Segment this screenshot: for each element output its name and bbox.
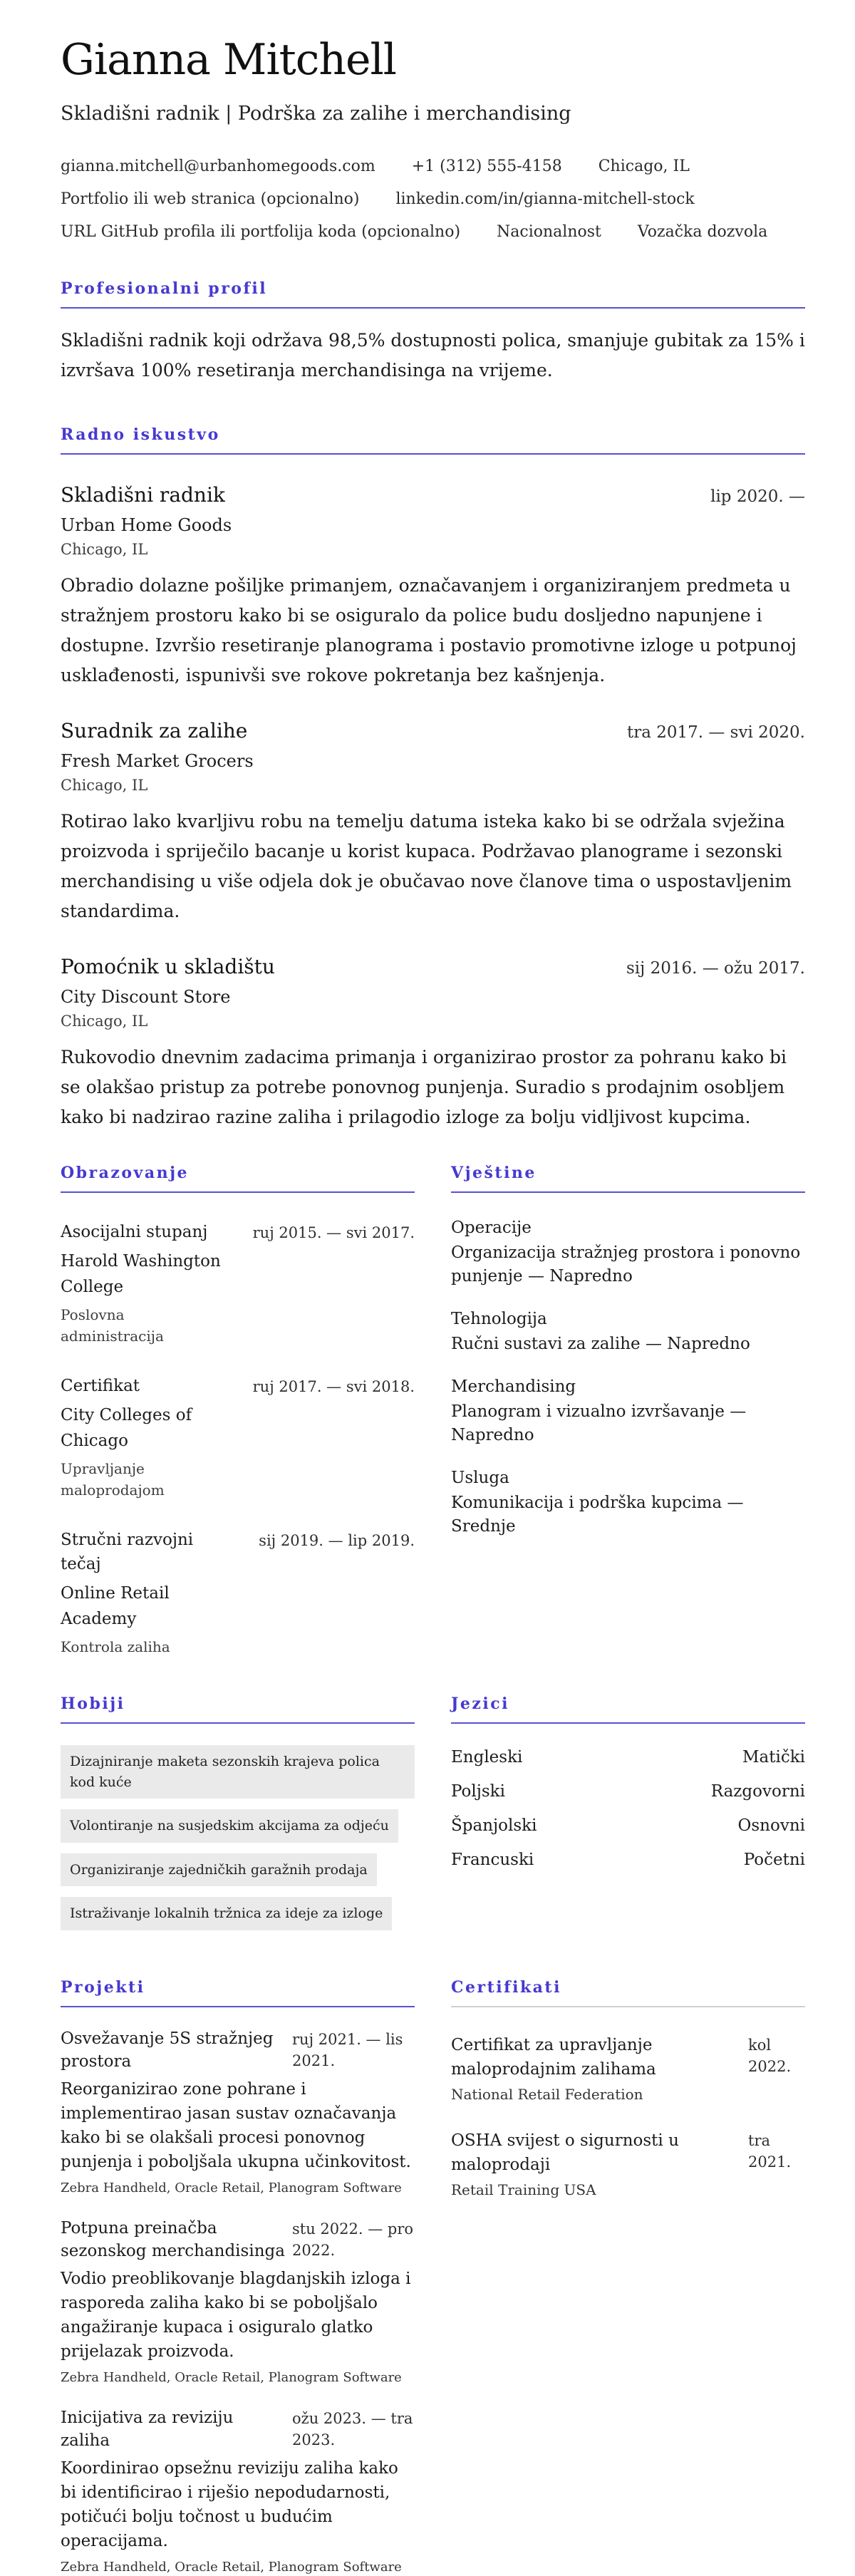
resume-header xyxy=(61,35,805,241)
certificate-issuer: National Retail Federation xyxy=(451,2085,643,2103)
contact-row-3 xyxy=(61,223,805,241)
experience-heading: Radno iskustvo xyxy=(61,425,805,455)
certificate-title: OSHA svijest o sigurnosti u maloprodaji xyxy=(451,2131,679,2174)
certificate-item xyxy=(451,2128,805,2198)
project-technologies: Zebra Handheld, Oracle Retail, Planogram Software xyxy=(61,2369,402,2385)
job-title: Pomoćnik u skladištu xyxy=(61,955,275,978)
language-level: Razgovorni xyxy=(710,1782,805,1801)
skill-category: Usluga xyxy=(451,1469,509,1487)
contact-portfolio: Portfolio ili web stranica (opcionalno) xyxy=(61,190,360,208)
contact-linkedin: linkedin.com/in/gianna-mitchell-stock xyxy=(395,190,695,208)
skill-group xyxy=(451,1469,805,1538)
skill-group xyxy=(451,1310,805,1356)
contact-phone: +1 (312) 555-4158 xyxy=(411,157,562,175)
project-title: Potpuna preinačba sezonskog merchandisinga xyxy=(61,2218,285,2260)
skill-category: Operacije xyxy=(451,1219,532,1237)
section-certificates xyxy=(451,1978,805,2576)
project-description: Koordinirao opsežnu reviziju zaliha kako bi identificirao i riješio nepodudarnosti, potičući bolju točnost u budućim operacijama. xyxy=(61,2458,398,2550)
education-item xyxy=(61,1528,415,1657)
project-title: Osvežavanje 5S stražnjeg prostora xyxy=(61,2029,274,2071)
contact-row-1 xyxy=(61,157,805,175)
project-item xyxy=(61,2406,415,2576)
section-languages xyxy=(451,1695,805,1941)
languages-heading: Jezici xyxy=(451,1695,805,1724)
education-degree: Certifikat xyxy=(61,1377,140,1395)
project-description: Reorganizirao zone pohrane i implementirao jasan sustav označavanja kako bi se olakšali procesi ponovnog punjenja i poboljšala ukupna učinkovitost. xyxy=(61,2079,411,2171)
education-heading: Obrazovanje xyxy=(61,1164,415,1193)
certificate-head xyxy=(451,2128,805,2177)
project-technologies: Zebra Handheld, Oracle Retail, Planogram Software xyxy=(61,2180,402,2195)
language-name: Engleski xyxy=(451,1748,523,1767)
project-date: ruj 2021. — lis 2021. xyxy=(292,2030,403,2069)
project-item xyxy=(61,2027,415,2197)
skill-category: Merchandising xyxy=(451,1377,576,1396)
education-item xyxy=(61,1220,415,1347)
hobby-tag: Istraživanje lokalnih tržnica za ideje za izloge xyxy=(61,1897,392,1930)
skill-group xyxy=(451,1219,805,1288)
education-degree: Stručni razvojni tečaj xyxy=(61,1531,194,1573)
project-date: stu 2022. — pro 2022. xyxy=(292,2220,414,2259)
language-level: Osnovni xyxy=(737,1816,805,1835)
certificate-head xyxy=(451,2033,805,2081)
hobby-tags xyxy=(61,1745,415,1930)
certificate-date: kol 2022. xyxy=(748,2036,792,2075)
job-company: City Discount Store xyxy=(61,987,231,1007)
skills-heading: Vještine xyxy=(451,1164,805,1193)
language-row xyxy=(451,1851,805,1869)
education-school: City Colleges of Chicago xyxy=(61,1406,192,1450)
education-field: Upravljanje maloprodajom xyxy=(61,1460,165,1499)
project-head xyxy=(61,2217,415,2262)
certificate-title: Certifikat za upravljanje maloprodajnim zalihama xyxy=(451,2035,656,2079)
job-company: Fresh Market Grocers xyxy=(61,751,254,771)
contact-driver-license: Vozačka dozvola xyxy=(637,223,768,241)
language-row xyxy=(451,1748,805,1767)
certificate-issuer: Retail Training USA xyxy=(451,2181,596,2198)
job-head xyxy=(61,483,805,507)
project-title: Inicijativa za reviziju zaliha xyxy=(61,2408,234,2450)
job-head xyxy=(61,719,805,743)
job-location: Chicago, IL xyxy=(61,1013,148,1030)
skill-category: Tehnologija xyxy=(451,1310,547,1328)
language-level: Matički xyxy=(742,1748,805,1767)
section-projects xyxy=(61,1978,415,2576)
job-item xyxy=(61,483,805,690)
job-description: Rukovodio dnevnim zadacima primanja i organizirao prostor za pohranu kako bi se olakšao pristup za potrebe ponovnog punjenja. Suradio s prodajnim osobljem kako bi nadzirao razine zaliha i prilagodio izloge za bolju vidljivost kupcima. xyxy=(61,1047,787,1127)
education-item-left xyxy=(61,1528,221,1657)
job-date: lip 2020. — xyxy=(710,487,805,506)
hobby-tag: Organiziranje zajedničkih garažnih prodaja xyxy=(61,1853,377,1887)
job-date: sij 2016. — ožu 2017. xyxy=(626,959,805,978)
contact-nationality: Nacionalnost xyxy=(497,223,601,241)
certificate-item xyxy=(451,2033,805,2103)
person-title: Skladišni radnik | Podrška za zalihe i merchandising xyxy=(61,103,571,125)
certificate-date: tra 2021. xyxy=(748,2131,792,2171)
job-company: Urban Home Goods xyxy=(61,515,232,535)
profile-text: Skladišni radnik koji održava 98,5% dostupnosti polica, smanjuje gubitak za 15% i izvršava 100% resetiranja merchandisinga na vrijeme. xyxy=(61,330,805,381)
skill-group xyxy=(451,1377,805,1447)
skill-detail: Ručni sustavi za zalihe — Napredno xyxy=(451,1335,750,1353)
education-item-left xyxy=(61,1374,221,1501)
education-date: ruj 2015. — svi 2017. xyxy=(252,1224,415,1241)
project-technologies: Zebra Handheld, Oracle Retail, Planogram Software xyxy=(61,2559,402,2575)
project-date: ožu 2023. — tra 2023. xyxy=(292,2409,413,2448)
job-item xyxy=(61,719,805,926)
education-date: ruj 2017. — svi 2018. xyxy=(252,1378,415,1395)
language-row xyxy=(451,1816,805,1835)
section-hobbies xyxy=(61,1695,415,1941)
language-row xyxy=(451,1782,805,1801)
projects-heading: Projekti xyxy=(61,1978,415,2007)
section-skills xyxy=(451,1164,805,1657)
job-location: Chicago, IL xyxy=(61,541,148,558)
education-school: Harold Washington College xyxy=(61,1252,221,1296)
job-head xyxy=(61,955,805,978)
language-name: Francuski xyxy=(451,1851,534,1869)
education-school: Online Retail Academy xyxy=(61,1584,170,1628)
contact-location: Chicago, IL xyxy=(598,157,690,175)
section-profile xyxy=(61,279,805,386)
education-item-left xyxy=(61,1220,221,1347)
skill-detail: Organizacija stražnjeg prostora i ponovno punjenje — Napredno xyxy=(451,1243,801,1286)
job-title: Skladišni radnik xyxy=(61,483,225,507)
language-name: Poljski xyxy=(451,1782,505,1801)
language-name: Španjolski xyxy=(451,1816,537,1835)
profile-heading: Profesionalni profil xyxy=(61,279,805,309)
skill-detail: Planogram i vizualno izvršavanje — Napredno xyxy=(451,1402,747,1444)
project-head xyxy=(61,2406,415,2452)
two-column-grid xyxy=(61,1164,805,2576)
hobby-tag: Dizajniranje maketa sezonskih krajeva polica kod kuće xyxy=(61,1745,415,1799)
job-location: Chicago, IL xyxy=(61,777,148,794)
certificates-heading: Certifikati xyxy=(451,1978,805,2007)
skill-detail: Komunikacija i podrška kupcima — Srednje xyxy=(451,1494,744,1536)
job-description: Rotirao lako kvarljivu robu na temelju datuma isteka kako bi se održala svježina proizvoda i spriječilo bacanje u korist kupaca. Podržavao planograme i sezonski merchandising u više odjela dok je obučavao nove članove tima o uspostavljenim standardima. xyxy=(61,811,792,921)
person-name: Gianna Mitchell xyxy=(61,35,396,85)
contact-email: gianna.mitchell@urbanhomegoods.com xyxy=(61,157,375,175)
hobby-tag: Volontiranje na susjedskim akcijama za odjeću xyxy=(61,1809,398,1843)
contact-row-2 xyxy=(61,190,805,208)
contact-github: URL GitHub profila ili portfolija koda (opcionalno) xyxy=(61,223,461,241)
education-field: Poslovna administracija xyxy=(61,1306,164,1345)
hobbies-heading: Hobiji xyxy=(61,1695,415,1724)
education-item xyxy=(61,1374,415,1501)
education-date: sij 2019. — lip 2019. xyxy=(259,1532,415,1549)
section-education xyxy=(61,1164,415,1657)
project-item xyxy=(61,2217,415,2386)
project-head xyxy=(61,2027,415,2073)
job-date: tra 2017. — svi 2020. xyxy=(626,723,805,742)
job-description: Obradio dolazne pošiljke primanjem, označavanjem i organiziranjem predmeta u stražnjem prostoru kako bi se osiguralo da police budu dosljedno napunjene i dostupne. Izvršio resetiranje planograma i postavio promotivne izloge u potpunoj usklađenosti, ispunivši sve rokove pokretanja bez kašnjenja. xyxy=(61,575,797,686)
section-experience xyxy=(61,425,805,1132)
project-description: Vodio preoblikovanje blagdanjskih izloga i rasporeda zaliha kako bi se poboljšalo angažiranje kupaca i osiguralo glatko prijelazak proizvoda. xyxy=(61,2269,411,2361)
job-item xyxy=(61,955,805,1132)
education-degree: Asocijalni stupanj xyxy=(61,1223,208,1241)
job-title: Suradnik za zalihe xyxy=(61,719,248,743)
language-level: Početni xyxy=(743,1851,805,1869)
education-field: Kontrola zaliha xyxy=(61,1638,170,1655)
